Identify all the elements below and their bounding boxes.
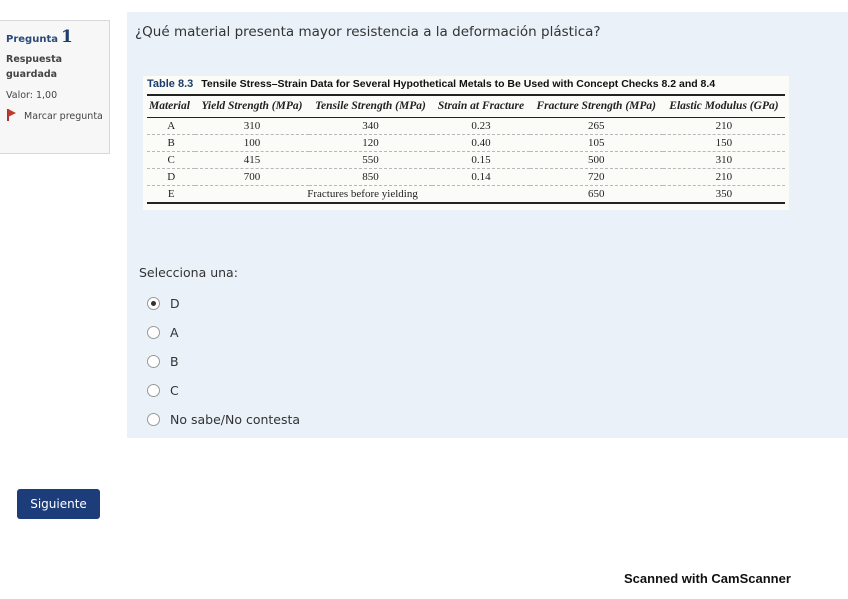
cell-material: D (147, 169, 195, 186)
next-button[interactable]: Siguiente (17, 489, 100, 519)
cell-fracture: 650 (530, 186, 663, 204)
cell-material: A (147, 118, 195, 135)
question-label: Pregunta (6, 34, 58, 45)
cell-modulus: 210 (663, 169, 785, 186)
option-label: C (170, 383, 179, 398)
table-caption (147, 78, 785, 90)
cell-material: E (147, 186, 195, 204)
header-strain: Strain at Fracture (437, 100, 525, 112)
cell-yield: 100 (195, 135, 308, 152)
cell-strain: 0.15 (432, 152, 529, 169)
answer-block (139, 265, 300, 434)
option-label: B (170, 354, 179, 369)
cell-modulus: 310 (663, 152, 785, 169)
radio-d[interactable] (147, 297, 160, 310)
answer-option-no-answer[interactable] (139, 405, 300, 434)
table-label: Table 8.3 (147, 78, 194, 90)
cell-fracture: 500 (530, 152, 663, 169)
cell-tensile: 550 (309, 152, 433, 169)
table-header-row (147, 95, 785, 118)
question-info-panel (0, 20, 110, 154)
cell-yield: 415 (195, 152, 308, 169)
table-row (147, 135, 785, 152)
header-yield: Yield Strength (MPa) (201, 100, 303, 112)
question-state: Respuesta guardada (6, 54, 63, 80)
cell-strain: 0.23 (432, 118, 529, 135)
cell-modulus: 350 (663, 186, 785, 204)
option-label: A (170, 325, 179, 340)
answer-option-a[interactable] (139, 318, 300, 347)
radio-a[interactable] (147, 326, 160, 339)
question-mark: Valor: 1,00 (6, 90, 58, 101)
flag-icon (6, 109, 16, 121)
cell-fracture: 720 (530, 169, 663, 186)
header-tensile: Tensile Strength (MPa) (315, 100, 426, 112)
cell-yield: 310 (195, 118, 308, 135)
cell-modulus: 210 (663, 118, 785, 135)
stress-strain-table (147, 94, 785, 204)
cell-material: B (147, 135, 195, 152)
question-text: ¿Qué material presenta mayor resistencia a la deformación plástica? (135, 24, 601, 40)
answer-option-d[interactable] (139, 289, 300, 318)
table-row (147, 169, 785, 186)
header-material: Material (149, 100, 190, 112)
cell-fracture: 105 (530, 135, 663, 152)
cell-material: C (147, 152, 195, 169)
answer-option-c[interactable] (139, 376, 300, 405)
cell-fracture: 265 (530, 118, 663, 135)
option-label: D (170, 296, 180, 311)
radio-c[interactable] (147, 384, 160, 397)
data-table-image (143, 76, 789, 210)
table-caption-text: Tensile Stress–Strain Data for Several Hypothetical Metals to Be Used with Concept Checks 8.2 and 8.4 (201, 78, 716, 90)
table-row (147, 118, 785, 135)
cell-yield: 700 (195, 169, 308, 186)
table-row (147, 186, 785, 204)
radio-no-answer[interactable] (147, 413, 160, 426)
scanner-watermark: Scanned with CamScanner (624, 571, 791, 586)
flag-question-label: Marcar pregunta (24, 111, 103, 122)
flag-question-link[interactable] (6, 109, 103, 124)
header-modulus: Elastic Modulus (GPa) (669, 100, 779, 112)
table-row (147, 152, 785, 169)
question-content (127, 12, 848, 438)
cell-strain: 0.40 (432, 135, 529, 152)
answer-option-b[interactable] (139, 347, 300, 376)
option-label: No sabe/No contesta (170, 412, 301, 427)
radio-b[interactable] (147, 355, 160, 368)
cell-tensile: 850 (309, 169, 433, 186)
cell-tensile: 120 (309, 135, 433, 152)
cell-strain: 0.14 (432, 169, 529, 186)
question-heading (6, 27, 103, 47)
cell-modulus: 150 (663, 135, 785, 152)
header-fracture: Fracture Strength (MPa) (536, 100, 656, 112)
answer-prompt: Selecciona una: (139, 265, 238, 280)
cell-note: Fractures before yielding (195, 186, 529, 204)
cell-tensile: 340 (309, 118, 433, 135)
question-number: 1 (60, 27, 73, 47)
